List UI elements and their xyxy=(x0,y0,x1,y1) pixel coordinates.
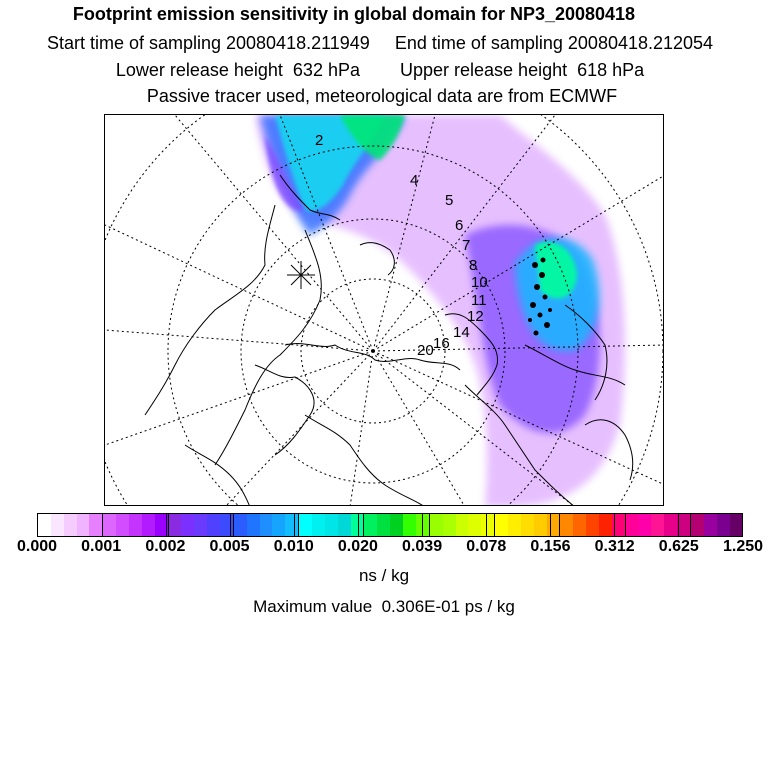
colorbar-segment xyxy=(312,514,325,536)
colorbar-segment xyxy=(142,514,155,536)
colorbar-segment xyxy=(363,514,377,536)
colorbar-segment xyxy=(207,514,220,536)
map-canvas xyxy=(105,115,664,506)
colorbar-divider xyxy=(678,514,679,536)
colorbar-divider xyxy=(294,514,295,536)
traj-label: 4 xyxy=(410,172,419,189)
traj-label: 20 xyxy=(417,342,434,359)
map-title: Footprint emission sensitivity in global domain for NP3_20080418 xyxy=(72,4,636,24)
colorbar-divider xyxy=(550,514,551,536)
colorbar-tick-label: 0.002 xyxy=(145,538,186,555)
colorbar-segment xyxy=(51,514,64,536)
colorbar-segment xyxy=(338,514,351,536)
colorbar-segment xyxy=(429,514,443,536)
colorbar-segment xyxy=(677,514,690,536)
release-location-marker xyxy=(287,261,315,289)
traj-label: 5 xyxy=(445,192,454,209)
colorbar-divider xyxy=(230,514,231,536)
traj-label: 14 xyxy=(453,324,470,341)
colorbar-tick-label: 0.625 xyxy=(658,538,699,555)
colorbar-segment xyxy=(194,514,207,536)
colorbar-segment xyxy=(325,514,338,536)
maximum-value: Maximum value 0.306E-01 ps / kg xyxy=(253,597,515,616)
traj-label: 2 xyxy=(315,132,324,149)
footprint-map xyxy=(104,114,664,506)
colorbar-divider xyxy=(166,514,167,536)
colorbar-segment xyxy=(494,514,508,536)
colorbar-segment xyxy=(64,514,77,536)
traj-label: 8 xyxy=(469,257,478,274)
colorbar-segment xyxy=(717,514,730,536)
release-heights: Lower release height 632 hPa Upper release height 618 hPa xyxy=(115,60,645,80)
colorbar-segment xyxy=(38,514,51,536)
colorbar-segment xyxy=(559,514,573,536)
colorbar-segment xyxy=(599,514,612,536)
colorbar-segment xyxy=(443,514,456,536)
colorbar-segment xyxy=(481,514,494,536)
colorbar-tick-label: 0.156 xyxy=(530,538,571,555)
colorbar-segment xyxy=(233,514,247,536)
colorbar-divider xyxy=(102,514,103,536)
colorbar-segment xyxy=(690,514,704,536)
colorbar-segment xyxy=(390,514,403,536)
colorbar-segment xyxy=(403,514,416,536)
colorbar-segment xyxy=(129,514,142,536)
colorbar-tick-label: 0.010 xyxy=(273,538,314,555)
traj-label: 10 xyxy=(471,274,488,291)
colorbar-segment xyxy=(168,514,182,536)
colorbar-segment xyxy=(89,514,102,536)
tracer-info: Passive tracer used, meteorological data are from ECMWF xyxy=(146,86,618,106)
colorbar-segment xyxy=(625,514,639,536)
colorbar-segment xyxy=(573,514,586,536)
colorbar-segment xyxy=(547,514,560,536)
sensitivity-field xyxy=(255,115,625,506)
colorbar-segment xyxy=(651,514,664,536)
colorbar-tick-label: 1.250 xyxy=(722,538,764,555)
colorbar-tick-label: 0.005 xyxy=(209,538,250,555)
colorbar-segment xyxy=(468,514,481,536)
colorbar-unit: ns / kg xyxy=(358,566,410,585)
colorbar-segment xyxy=(377,514,390,536)
colorbar-tick-label: 0.000 xyxy=(16,538,58,555)
colorbar-segment xyxy=(285,514,298,536)
colorbar-divider xyxy=(422,514,423,536)
traj-label: 6 xyxy=(455,217,464,234)
colorbar-tick-label: 0.078 xyxy=(466,538,507,555)
colorbar-segment xyxy=(456,514,469,536)
colorbar-tick-label: 0.001 xyxy=(81,538,122,555)
colorbar-tick-label: 0.312 xyxy=(594,538,635,555)
colorbar-segment xyxy=(116,514,129,536)
colorbar-segment xyxy=(534,514,547,536)
colorbar-segment xyxy=(704,514,717,536)
colorbar-segment xyxy=(639,514,652,536)
colorbar xyxy=(37,513,743,537)
sampling-times: Start time of sampling 20080418.211949 End time of sampling 20080418.212054 xyxy=(46,33,714,53)
colorbar-segment xyxy=(102,514,116,536)
colorbar-segment xyxy=(730,514,743,536)
traj-label: 11 xyxy=(471,292,487,309)
colorbar-divider xyxy=(358,514,359,536)
colorbar-segment xyxy=(247,514,260,536)
colorbar-segment xyxy=(272,514,285,536)
colorbar-tick-label: 0.039 xyxy=(402,538,443,555)
colorbar-divider xyxy=(614,514,615,536)
colorbar-segment xyxy=(508,514,521,536)
traj-label: 16 xyxy=(433,335,450,352)
colorbar-tick-label: 0.020 xyxy=(337,538,378,555)
traj-label: 7 xyxy=(462,237,471,254)
colorbar-segment xyxy=(664,514,677,536)
colorbar-segment xyxy=(521,514,534,536)
traj-label: 12 xyxy=(467,308,484,325)
colorbar-divider xyxy=(486,514,487,536)
colorbar-segment xyxy=(260,514,273,536)
colorbar-segment xyxy=(586,514,599,536)
colorbar-segment xyxy=(298,514,312,536)
colorbar-segment xyxy=(77,514,90,536)
colorbar-segment xyxy=(181,514,194,536)
